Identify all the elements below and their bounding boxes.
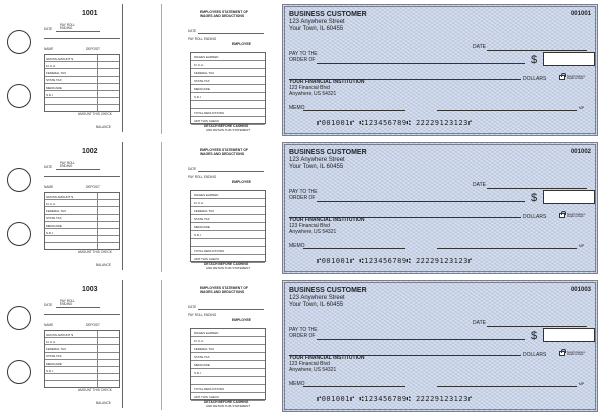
stub-check-number: 1001: [82, 10, 98, 17]
earnings-statement: [186, 276, 278, 414]
punch-hole: [7, 84, 31, 108]
stub-grid-row: F.I.C.A.: [45, 338, 119, 345]
memo-label: MEMO: [289, 381, 305, 387]
order-of-label: ORDER OF: [289, 195, 316, 201]
bank-address-line2: Anywhere, US 54321: [289, 91, 337, 97]
stub-grid-row: FEDERAL TAX: [45, 207, 119, 214]
pay-to-label: PAY TO THE: [289, 51, 318, 57]
statement-heading: EMPLOYEES STATEMENT OF WAGES AND DEDUCTIONS: [200, 148, 248, 157]
stub-pay-roll-label: PAY ROLL ENDING: [60, 161, 75, 169]
statement-grid-row: TOTAL DEDUCTIONS: [191, 385, 265, 393]
micr-line: ⑈001001⑈ ⑆123456789⑆ 22229123123⑈: [317, 257, 473, 265]
stub-pay-roll-label: PAY ROLL ENDING: [60, 299, 75, 307]
pay-to-label: PAY TO THE: [289, 189, 318, 195]
memo-label: MEMO: [289, 243, 305, 249]
stub-date-label: DATE: [44, 27, 53, 31]
retain-note: AND RETAIN THIS STATEMENT: [206, 128, 251, 132]
statement-grid-row: TOTAL DEDUCTIONS: [191, 109, 265, 117]
stub-grid-row: GROSS AMOUNT $: [45, 331, 119, 338]
statement-grid-row: STATE TAX: [191, 353, 265, 361]
stub-grid-row: S.D.I.: [45, 91, 119, 98]
customer-address-line1: 123 Anywhere Street: [289, 295, 345, 301]
statement-payroll-label: PAY ROLL ENDING: [188, 175, 217, 179]
statement-grid-row: [191, 239, 265, 247]
punch-hole: [7, 168, 31, 192]
stub-name-label: NAME: [44, 47, 54, 51]
stub-grid-row: S.D.I.: [45, 229, 119, 236]
check-stub: [42, 276, 160, 414]
statement-grid-row: FEDERAL TAX: [191, 69, 265, 77]
detach-note: DETACH BEFORE CASHING: [204, 400, 249, 404]
statement-employee-label: EMPLOYEE: [232, 180, 251, 184]
customer-address-line1: 123 Anywhere Street: [289, 19, 345, 25]
statement-grid-row: WAGES EARNED: [191, 329, 265, 337]
security-note: Security features. Details on back.: [567, 213, 586, 219]
stub-balance-label: BALANCE: [96, 125, 111, 129]
mp-label: MP: [579, 244, 585, 248]
stub-name-label: NAME: [44, 185, 54, 189]
bank-name: YOUR FINANCIAL INSTITUTION: [289, 355, 365, 361]
statement-date-label: DATE: [188, 167, 197, 171]
statement-grid-row: F.I.C.A.: [191, 199, 265, 207]
check-number: 001001: [570, 11, 591, 17]
check: [282, 4, 598, 136]
stub-grid-row: [45, 98, 119, 105]
stub-balance-label: BALANCE: [96, 401, 111, 405]
statement-payroll-label: PAY ROLL ENDING: [188, 37, 217, 41]
statement-grid-row: [191, 377, 265, 385]
statement-grid-row: S.D.I.: [191, 93, 265, 101]
amount-box[interactable]: [543, 328, 595, 342]
stub-grid: [44, 330, 120, 388]
stub-pay-roll-label: PAY ROLL ENDING: [60, 23, 75, 31]
statement-grid-row: MEDICARE: [191, 223, 265, 231]
stub-date-label: DATE: [44, 165, 53, 169]
stub-grid-row: GROSS AMOUNT $: [45, 193, 119, 200]
bank-name: YOUR FINANCIAL INSTITUTION: [289, 217, 365, 223]
check-date-label: DATE: [473, 44, 486, 50]
micr-line: ⑈001001⑈ ⑆123456789⑆ 22229123123⑈: [317, 395, 473, 403]
dollar-sign: $: [531, 330, 538, 342]
statement-grid-row: STATE TAX: [191, 215, 265, 223]
check-row: [0, 0, 600, 138]
mp-label: MP: [579, 106, 585, 110]
statement-employee-label: EMPLOYEE: [232, 318, 251, 322]
statement-grid-row: F.I.C.A.: [191, 337, 265, 345]
perforation-line: [161, 142, 162, 272]
stub-grid-row: STATE TAX: [45, 353, 119, 360]
stub-grid-row: MEDICARE: [45, 222, 119, 229]
stub-amount-label: AMOUNT THIS CHECK: [78, 112, 112, 116]
retain-note: AND RETAIN THIS STATEMENT: [206, 266, 251, 270]
punch-hole: [7, 360, 31, 384]
dollars-label: DOLLARS: [523, 76, 547, 82]
stub-date-label: DATE: [44, 303, 53, 307]
check-stub: [42, 138, 160, 276]
memo-label: MEMO: [289, 105, 305, 111]
dollars-label: DOLLARS: [523, 214, 547, 220]
stub-check-number: 1002: [82, 148, 98, 155]
lock-icon: [559, 213, 565, 218]
statement-date-label: DATE: [188, 305, 197, 309]
bank-name: YOUR FINANCIAL INSTITUTION: [289, 79, 365, 85]
mp-label: MP: [579, 382, 585, 386]
statement-grid-row: FEDERAL TAX: [191, 345, 265, 353]
stub-grid-row: FEDERAL TAX: [45, 69, 119, 76]
statement-grid: [190, 190, 266, 262]
check-row: [0, 276, 600, 414]
statement-grid: [190, 52, 266, 124]
stub-grid-row: MEDICARE: [45, 360, 119, 367]
punch-hole: [7, 222, 31, 246]
stub-grid-row: F.I.C.A.: [45, 62, 119, 69]
stub-grid-row: [45, 374, 119, 381]
bank-address-line1: 123 Financial Blvd: [289, 85, 330, 91]
stub-grid: [44, 54, 120, 112]
bank-address-line2: Anywhere, US 54321: [289, 367, 337, 373]
stub-grid-row: GROSS AMOUNT $: [45, 55, 119, 62]
amount-box[interactable]: [543, 52, 595, 66]
check-number: 001002: [570, 149, 591, 155]
stub-grid-row: [45, 236, 119, 243]
stub-grid-row: FEDERAL TAX: [45, 345, 119, 352]
customer-name: BUSINESS CUSTOMER: [289, 11, 367, 18]
customer-address-line2: Your Town, IL 60455: [289, 302, 344, 308]
customer-name: BUSINESS CUSTOMER: [289, 287, 367, 294]
stub-grid-row: F.I.C.A.: [45, 200, 119, 207]
check-row: [0, 138, 600, 276]
earnings-statement: [186, 0, 278, 138]
bank-address-line2: Anywhere, US 54321: [289, 229, 337, 235]
bank-address-line1: 123 Financial Blvd: [289, 223, 330, 229]
stub-deposit-label: DEPOSIT: [86, 185, 100, 189]
security-note: Security features. Details on back.: [567, 75, 586, 81]
customer-name: BUSINESS CUSTOMER: [289, 149, 367, 156]
statement-grid: [190, 328, 266, 400]
bank-address-line1: 123 Financial Blvd: [289, 361, 330, 367]
dollars-label: DOLLARS: [523, 352, 547, 358]
customer-address-line1: 123 Anywhere Street: [289, 157, 345, 163]
stub-grid: [44, 192, 120, 250]
perforation-line: [161, 4, 162, 134]
amount-box[interactable]: [543, 190, 595, 204]
statement-grid-row: [191, 101, 265, 109]
pay-to-label: PAY TO THE: [289, 327, 318, 333]
stub-check-number: 1003: [82, 286, 98, 293]
statement-grid-row: S.D.I.: [191, 369, 265, 377]
order-of-label: ORDER OF: [289, 57, 316, 63]
dollar-sign: $: [531, 192, 538, 204]
lock-icon: [559, 351, 565, 356]
stub-grid-row: MEDICARE: [45, 84, 119, 91]
stub-name-label: NAME: [44, 323, 54, 327]
customer-address-line2: Your Town, IL 60455: [289, 26, 344, 32]
lock-icon: [559, 75, 565, 80]
micr-line: ⑈001001⑈ ⑆123456789⑆ 22229123123⑈: [317, 119, 473, 127]
stub-deposit-label: DEPOSIT: [86, 323, 100, 327]
retain-note: AND RETAIN THIS STATEMENT: [206, 404, 251, 408]
stub-amount-label: AMOUNT THIS CHECK: [78, 388, 112, 392]
punch-hole: [7, 306, 31, 330]
statement-grid-row: AMT THIS CHECK: [191, 117, 265, 125]
stub-deposit-label: DEPOSIT: [86, 47, 100, 51]
statement-grid-row: WAGES EARNED: [191, 191, 265, 199]
dollar-sign: $: [531, 54, 538, 66]
stub-balance-label: BALANCE: [96, 263, 111, 267]
statement-grid-row: S.D.I.: [191, 231, 265, 239]
statement-employee-label: EMPLOYEE: [232, 42, 251, 46]
check-date-label: DATE: [473, 320, 486, 326]
statement-grid-row: WAGES EARNED: [191, 53, 265, 61]
statement-payroll-label: PAY ROLL ENDING: [188, 313, 217, 317]
statement-grid-row: F.I.C.A.: [191, 61, 265, 69]
statement-date-label: DATE: [188, 29, 197, 33]
statement-grid-row: MEDICARE: [191, 361, 265, 369]
security-note: Security features. Details on back.: [567, 351, 586, 357]
statement-grid-row: FEDERAL TAX: [191, 207, 265, 215]
punch-hole: [7, 30, 31, 54]
stub-grid-row: STATE TAX: [45, 77, 119, 84]
check: [282, 142, 598, 274]
stub-amount-label: AMOUNT THIS CHECK: [78, 250, 112, 254]
check-number: 001003: [570, 287, 591, 293]
detach-note: DETACH BEFORE CASHING: [204, 124, 249, 128]
perforation-line: [161, 280, 162, 410]
statement-grid-row: STATE TAX: [191, 77, 265, 85]
check-date-label: DATE: [473, 182, 486, 188]
stub-grid-row: STATE TAX: [45, 215, 119, 222]
statement-grid-row: AMT THIS CHECK: [191, 255, 265, 263]
statement-heading: EMPLOYEES STATEMENT OF WAGES AND DEDUCTIONS: [200, 10, 248, 19]
detach-note: DETACH BEFORE CASHING: [204, 262, 249, 266]
statement-grid-row: MEDICARE: [191, 85, 265, 93]
check: [282, 280, 598, 412]
order-of-label: ORDER OF: [289, 333, 316, 339]
stub-grid-row: S.D.I.: [45, 367, 119, 374]
earnings-statement: [186, 138, 278, 276]
statement-grid-row: AMT THIS CHECK: [191, 393, 265, 401]
statement-grid-row: TOTAL DEDUCTIONS: [191, 247, 265, 255]
check-stub: [42, 0, 160, 138]
customer-address-line2: Your Town, IL 60455: [289, 164, 344, 170]
statement-heading: EMPLOYEES STATEMENT OF WAGES AND DEDUCTIONS: [200, 286, 248, 295]
